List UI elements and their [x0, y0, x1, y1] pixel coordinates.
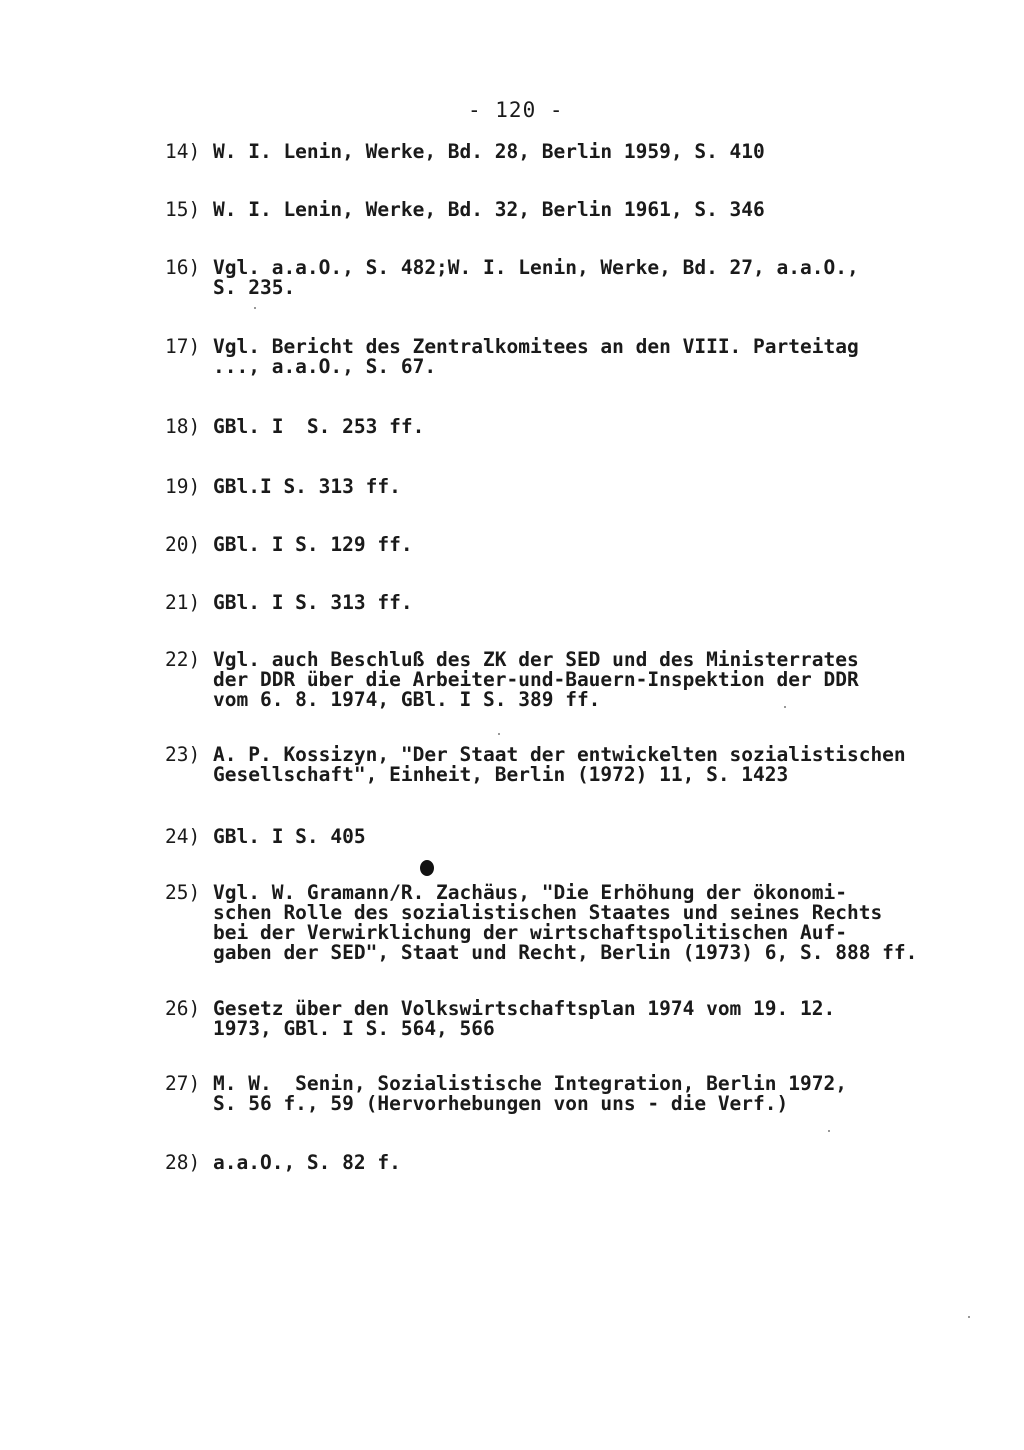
endnote-line: a.a.O., S. 82 f. [213, 1151, 401, 1174]
endnote-number: 22) [165, 648, 201, 671]
endnote-number: 25) [165, 881, 201, 904]
endnote-number: 27) [165, 1072, 201, 1095]
endnote-line: bei der Verwirklichung der wirtschaftspolitischen Auf- [213, 921, 847, 944]
endnote-line: GBl.I S. 313 ff. [213, 475, 401, 498]
endnote-line: GBl. I S. 253 ff. [213, 415, 425, 438]
endnote-number: 19) [165, 475, 201, 498]
endnote-text [213, 477, 945, 497]
endnote-line: A. P. Kossizyn, "Der Staat der entwickelten sozialistischen [213, 743, 906, 766]
endnote [165, 1074, 945, 1114]
ink-speck [254, 307, 256, 309]
endnote-text [213, 1153, 945, 1173]
endnote-line: GBl. I S. 313 ff. [213, 591, 413, 614]
endnote-line: ..., a.a.O., S. 67. [213, 355, 437, 378]
endnote [165, 1153, 945, 1173]
endnote-number: 16) [165, 256, 201, 279]
endnote [165, 417, 945, 437]
endnote-text [213, 999, 945, 1039]
endnote-line: Vgl. a.a.O., S. 482;W. I. Lenin, Werke, Bd. 27, a.a.O., [213, 256, 859, 279]
endnote [165, 200, 945, 220]
ink-blot [420, 860, 434, 876]
ink-speck [968, 1316, 970, 1318]
endnote-text [213, 745, 945, 785]
endnote-line: S. 235. [213, 276, 296, 299]
endnote-text [213, 258, 945, 298]
endnote-text [213, 417, 945, 437]
endnote [165, 999, 945, 1039]
endnote-line: Vgl. Bericht des Zentralkomitees an den VIII. Parteitag [213, 335, 859, 358]
page-number: - 120 - [468, 98, 564, 122]
endnote-line: vom 6. 8. 1974, GBl. I S. 389 ff. [213, 688, 601, 711]
endnote-line: schen Rolle des sozialistischen Staates und seines Rechts [213, 901, 883, 924]
endnote-line: W. I. Lenin, Werke, Bd. 32, Berlin 1961, S. 346 [213, 198, 765, 221]
endnote-line: GBl. I S. 129 ff. [213, 533, 413, 556]
endnote-number: 23) [165, 743, 201, 766]
ink-speck [784, 706, 786, 708]
endnote-line: Vgl. W. Gramann/R. Zachäus, "Die Erhöhung der ökonomi- [213, 881, 847, 904]
endnote-text [213, 142, 945, 162]
endnote-number: 14) [165, 140, 201, 163]
endnote-line: GBl. I S. 405 [213, 825, 366, 848]
endnote [165, 745, 945, 785]
ink-speck [828, 1130, 830, 1132]
endnote-line: Gesellschaft", Einheit, Berlin (1972) 11, S. 1423 [213, 763, 789, 786]
endnote-line: W. I. Lenin, Werke, Bd. 28, Berlin 1959, S. 410 [213, 140, 765, 163]
endnote-line: S. 56 f., 59 (Hervorhebungen von uns - die Verf.) [213, 1092, 789, 1115]
endnote-number: 17) [165, 335, 201, 358]
endnote-line: der DDR über die Arbeiter-und-Bauern-Inspektion der DDR [213, 668, 859, 691]
endnote-line: gaben der SED", Staat und Recht, Berlin (1973) 6, S. 888 ff. [213, 941, 918, 964]
endnote-text [213, 200, 945, 220]
endnote [165, 258, 945, 298]
endnote-number: 18) [165, 415, 201, 438]
endnote-number: 20) [165, 533, 201, 556]
endnote-number: 24) [165, 825, 201, 848]
endnote [165, 142, 945, 162]
endnote-line: 1973, GBl. I S. 564, 566 [213, 1017, 495, 1040]
ink-speck [498, 733, 500, 735]
endnote [165, 827, 945, 847]
endnote [165, 593, 945, 613]
endnote-text [213, 827, 945, 847]
endnote-number: 21) [165, 591, 201, 614]
endnote [165, 535, 945, 555]
endnote-text [213, 1074, 945, 1114]
endnote-text [213, 593, 945, 613]
endnote-text [213, 883, 945, 963]
endnote-number: 15) [165, 198, 201, 221]
endnote-number: 26) [165, 997, 201, 1020]
endnote-text [213, 337, 945, 377]
endnote-number: 28) [165, 1151, 201, 1174]
endnote [165, 477, 945, 497]
endnote [165, 337, 945, 377]
endnote-line: Gesetz über den Volkswirtschaftsplan 1974 vom 19. 12. [213, 997, 836, 1020]
endnote-line: Vgl. auch Beschluß des ZK der SED und des Ministerrates [213, 648, 859, 671]
endnote-text [213, 650, 945, 710]
endnote [165, 883, 945, 963]
endnote-text [213, 535, 945, 555]
endnote-line: M. W. Senin, Sozialistische Integration, Berlin 1972, [213, 1072, 847, 1095]
endnote [165, 650, 945, 710]
